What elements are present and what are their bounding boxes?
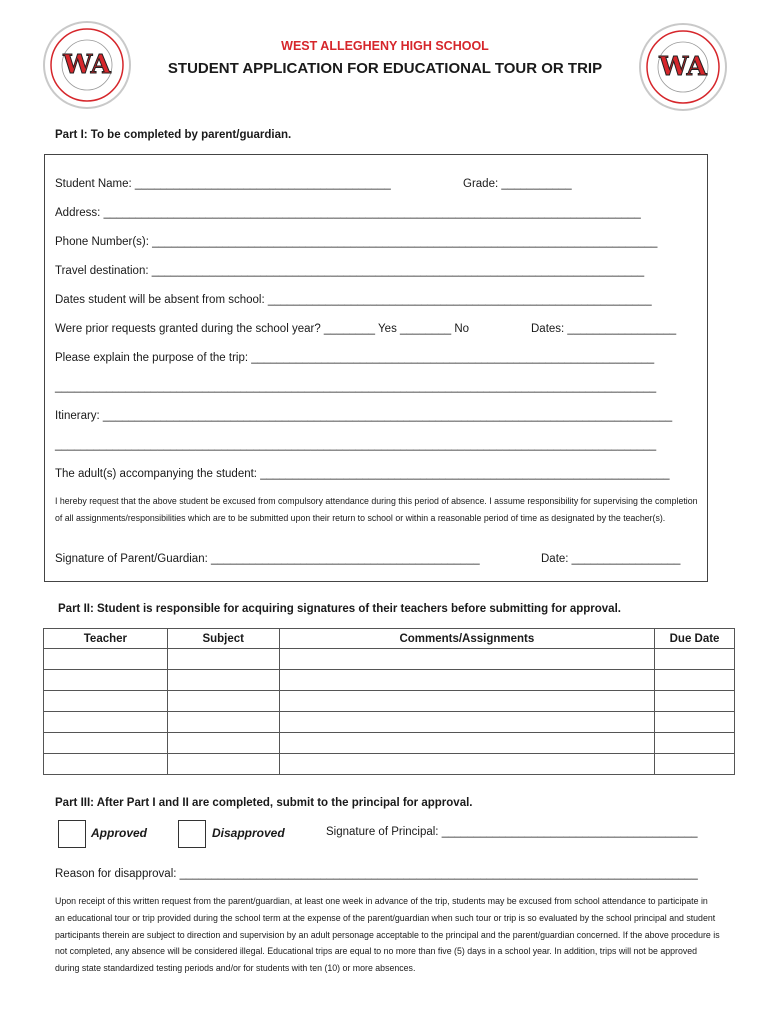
purpose-line-2[interactable]: ______________________________________________________________________________________________: [55, 381, 657, 393]
subject-cell[interactable]: [167, 754, 279, 775]
parent-signature-field[interactable]: Signature of Parent/Guardian: __________________________________________: [55, 553, 480, 565]
comments-cell[interactable]: [279, 754, 654, 775]
address-field[interactable]: Address: ____________________________________________________________________________________: [55, 207, 641, 219]
disapproval-reason-field[interactable]: Reason for disapproval: _________________________________________________________________________________: [55, 868, 698, 880]
teacher-cell[interactable]: [44, 649, 168, 670]
subject-cell[interactable]: [167, 670, 279, 691]
table-row: [44, 733, 735, 754]
teacher-cell[interactable]: [44, 754, 168, 775]
grade-field[interactable]: Grade: ___________: [463, 178, 572, 190]
dates-absent-field[interactable]: Dates student will be absent from school: ____________________________________________________________: [55, 294, 652, 306]
teacher-signature-table: [43, 628, 735, 775]
adults-field[interactable]: The adult(s) accompanying the student: ________________________________________________________________: [55, 468, 670, 480]
due-date-cell[interactable]: [655, 754, 735, 775]
purpose-field[interactable]: Please explain the purpose of the trip: _______________________________________________________________: [55, 352, 655, 364]
due-date-cell[interactable]: [655, 670, 735, 691]
column-header-due-date: Due Date: [655, 629, 735, 649]
approved-checkbox[interactable]: [58, 820, 86, 848]
table-row: [44, 691, 735, 712]
due-date-cell[interactable]: [655, 712, 735, 733]
due-date-cell[interactable]: [655, 733, 735, 754]
policy-footer-text: Upon receipt of this written request from the parent/guardian, at least one week in advance of the trip, students may be excused from school attendance to participate in an educational tour or trip provided during the school term at the expense of the parent/guardian when such tour or trip is so evaluated by the school principal and student participants therein are subject to direction and supervision by an adult personage acceptable to the principal and the parent/guardian concerned. If the above procedure is not completed, any absence will be considered illegal. Educational trips are equal to no more than five (5) days in a school year. In addition, trips will not be approved during state standardized testing periods and/or for students with ten (10) or more absences.: [55, 896, 720, 974]
svg-text:WA: WA: [659, 52, 707, 82]
teacher-cell[interactable]: [44, 733, 168, 754]
form-title: STUDENT APPLICATION FOR EDUCATIONAL TOUR OR TRIP: [167, 60, 603, 77]
due-date-cell[interactable]: [655, 691, 735, 712]
parent-statement: I hereby request that the above student be excused from compulsory attendance during this period of absence. I assume responsibility for supervising the completion of all assignments/responsibilities which are to be submitted upon their return to school or within a reasonable period of time as designated by the teacher(s).: [55, 496, 698, 523]
itinerary-field[interactable]: Itinerary: _________________________________________________________________________________________: [55, 410, 673, 422]
table-row: [44, 712, 735, 733]
teacher-cell[interactable]: [44, 691, 168, 712]
table-row: [44, 670, 735, 691]
column-header-teacher: Teacher: [44, 629, 168, 649]
teacher-cell[interactable]: [44, 712, 168, 733]
disapproved-checkbox[interactable]: [178, 820, 206, 848]
subject-cell[interactable]: [167, 691, 279, 712]
subject-cell[interactable]: [167, 733, 279, 754]
comments-cell[interactable]: [279, 733, 654, 754]
prior-dates-field[interactable]: Dates: _________________: [531, 323, 677, 335]
table-row: [44, 754, 735, 775]
table-header-row: [44, 629, 735, 649]
svg-text:WA: WA: [63, 50, 111, 80]
column-header-comments: Comments/Assignments: [279, 629, 654, 649]
comments-cell[interactable]: [279, 712, 654, 733]
comments-cell[interactable]: [279, 649, 654, 670]
column-header-subject: Subject: [167, 629, 279, 649]
prior-requests-field[interactable]: Were prior requests granted during the school year? ________ Yes ________ No: [55, 323, 470, 335]
part1-heading: Part I: To be completed by parent/guardian.: [55, 129, 292, 141]
subject-cell[interactable]: [167, 649, 279, 670]
student-name-field[interactable]: Student Name: ________________________________________: [55, 178, 391, 190]
principal-signature-field[interactable]: Signature of Principal: ________________________________________: [326, 826, 698, 838]
comments-cell[interactable]: [279, 670, 654, 691]
teacher-cell[interactable]: [44, 670, 168, 691]
itinerary-line-2[interactable]: ______________________________________________________________________________________________: [55, 439, 657, 451]
phone-field[interactable]: Phone Number(s): _______________________________________________________________________________: [55, 236, 658, 248]
part3-heading: Part III: After Part I and II are completed, submit to the principal for approval.: [55, 797, 473, 809]
parent-signature-date-field[interactable]: Date: _________________: [541, 553, 681, 565]
comments-cell[interactable]: [279, 691, 654, 712]
due-date-cell[interactable]: [655, 649, 735, 670]
table-row: [44, 649, 735, 670]
part2-heading: Part II: Student is responsible for acquiring signatures of their teachers before submitting for approval.: [58, 603, 621, 615]
disapproved-label: Disapproved: [212, 826, 285, 840]
subject-cell[interactable]: [167, 712, 279, 733]
approved-label: Approved: [91, 826, 148, 840]
school-name: WEST ALLEGHENY HIGH SCHOOL: [281, 39, 489, 53]
destination-field[interactable]: Travel destination: _____________________________________________________________________________: [55, 265, 645, 277]
